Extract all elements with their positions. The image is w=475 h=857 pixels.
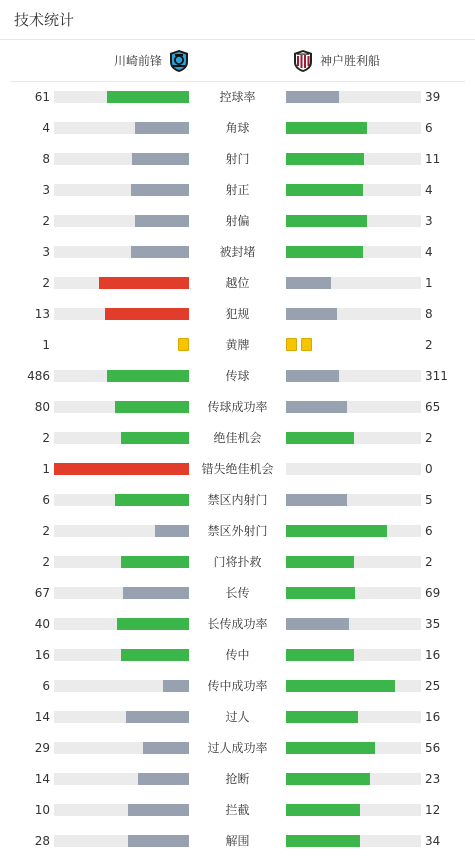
away-stat-value: 16 [425,648,441,662]
away-stat-value: 11 [425,152,441,166]
away-stat-bar-track [286,649,421,661]
home-stat-value: 40 [34,617,50,631]
away-stat-value: 56 [425,741,441,755]
away-stat-value: 4 [425,183,433,197]
home-team[interactable] [114,49,190,73]
home-stat-value: 3 [42,245,50,259]
home-stat-value: 8 [42,152,50,166]
home-stat-bar-track [54,804,189,816]
away-stat-value: 3 [425,214,433,228]
home-stat-value: 80 [34,400,50,414]
home-stat-bar-fill [135,122,189,134]
home-stat-value: 4 [42,121,50,135]
away-stat-value: 5 [425,493,433,507]
home-stat-bar-track [54,91,189,103]
stat-row [0,578,475,609]
home-stat-bar-fill [138,773,189,785]
stat-row [0,206,475,237]
away-stat-bar-fill [286,153,364,165]
away-stat-bar-fill [286,246,363,258]
away-stat-value: 12 [425,803,441,817]
stat-row [0,671,475,702]
home-stat-value: 16 [34,648,50,662]
away-stat-bar-fill [286,804,360,816]
home-stat-bar-track [54,556,189,568]
kawasaki-frontale-crest-icon [168,49,190,73]
away-stat-bar-fill [286,370,339,382]
away-stat-bar-fill [286,122,367,134]
away-stat-bar-fill [286,401,347,413]
stat-row [0,237,475,268]
stat-row [0,423,475,454]
away-stat-bar-track [286,122,421,134]
away-stat-bar-track [286,680,421,692]
stat-row [0,144,475,175]
home-stat-bar-fill [115,494,189,506]
stat-row [0,547,475,578]
home-stat-value: 2 [42,555,50,569]
away-stat-value: 16 [425,710,441,724]
teams-header [0,41,475,82]
stat-label: 控球率 [219,90,256,104]
away-stat-value: 311 [425,369,448,383]
away-team-name: 神户胜利船 [320,54,381,68]
stat-row [0,268,475,299]
home-stat-bar-track [54,587,189,599]
away-stat-value: 35 [425,617,441,631]
stat-label: 长传 [225,586,250,600]
home-stat-bar-fill [107,91,189,103]
away-yellow-cards [286,338,312,351]
home-stat-value: 67 [34,586,50,600]
away-stat-bar-track [286,711,421,723]
away-stat-value: 6 [425,524,433,538]
home-stat-bar-track [54,122,189,134]
away-stat-value: 23 [425,772,441,786]
stat-row [0,795,475,826]
stat-label: 被封堵 [219,245,256,259]
home-stat-bar-track [54,277,189,289]
stat-label: 传中 [225,648,250,662]
home-stat-value: 14 [34,772,50,786]
stat-label: 角球 [225,121,250,135]
home-stat-bar-fill [54,463,189,475]
stats-list [0,82,475,857]
home-stat-bar-track [54,308,189,320]
stat-label: 传球 [225,369,250,383]
yellow-card-icon [301,338,312,351]
stat-label: 传中成功率 [207,679,268,693]
home-stat-value: 6 [42,679,50,693]
home-stat-value: 61 [34,90,50,104]
home-stat-value: 2 [42,524,50,538]
away-stat-value: 6 [425,121,433,135]
away-stat-bar-fill [286,773,370,785]
home-stat-bar-fill [117,618,189,630]
stat-label: 长传成功率 [207,617,268,631]
away-stat-value: 2 [425,431,433,445]
home-stat-bar-fill [155,525,189,537]
away-stat-value: 4 [425,245,433,259]
vissel-kobe-crest-icon [292,49,314,73]
stat-label: 禁区外射门 [207,524,268,538]
stat-row [0,361,475,392]
home-stat-value: 3 [42,183,50,197]
stat-label: 禁区内射门 [207,493,268,507]
stat-row [0,175,475,206]
stat-row [0,113,475,144]
home-stat-bar-track [54,618,189,630]
home-stat-bar-track [54,835,189,847]
stat-label: 射门 [225,152,250,166]
home-stat-bar-fill [121,649,189,661]
away-stat-bar-fill [286,91,339,103]
stat-label: 过人 [225,710,250,724]
stat-label: 黄牌 [225,338,250,352]
away-stat-bar-track [286,804,421,816]
stat-row [0,826,475,857]
home-stat-bar-track [54,463,189,475]
stat-label: 绝佳机会 [213,431,262,445]
home-stat-value: 13 [34,307,50,321]
home-stat-bar-fill [121,432,189,444]
stat-row [0,764,475,795]
away-stat-bar-fill [286,277,331,289]
home-stat-bar-fill [143,742,189,754]
home-stat-bar-track [54,494,189,506]
away-stat-bar-track [286,742,421,754]
away-stat-bar-fill [286,835,360,847]
stat-label: 解围 [225,834,250,848]
home-stat-bar-track [54,370,189,382]
stat-label: 门将扑救 [213,555,262,569]
stat-label: 犯规 [225,307,250,321]
stat-label: 拦截 [225,803,250,817]
away-stat-value: 25 [425,679,441,693]
stat-row [0,516,475,547]
stat-row [0,454,475,485]
away-stat-bar-track [286,835,421,847]
home-stat-value: 10 [34,803,50,817]
home-stat-value: 2 [42,276,50,290]
away-stat-bar-track [286,494,421,506]
home-stat-value: 1 [42,462,50,476]
home-stat-bar-fill [123,587,189,599]
away-stat-bar-track [286,556,421,568]
home-stat-bar-fill [128,835,189,847]
away-stat-bar-track [286,401,421,413]
away-stat-bar-track [286,308,421,320]
home-stat-bar-track [54,649,189,661]
away-stat-value: 8 [425,307,433,321]
stat-label: 射正 [225,183,250,197]
stat-row [0,640,475,671]
home-yellow-cards [178,338,189,351]
home-stat-bar-fill [115,401,189,413]
away-stat-value: 39 [425,90,441,104]
stat-row [0,733,475,764]
stat-label: 射偏 [225,214,250,228]
stat-label: 过人成功率 [207,741,268,755]
away-stat-bar-track [286,432,421,444]
home-stat-bar-track [54,401,189,413]
away-stat-bar-fill [286,215,367,227]
stat-label: 抢断 [225,772,250,786]
stat-label: 错失绝佳机会 [201,462,274,476]
home-stat-value: 6 [42,493,50,507]
away-stat-bar-track [286,463,421,475]
stats-section-header [0,0,475,40]
home-stat-bar-fill [131,246,189,258]
home-stat-bar-fill [105,308,189,320]
home-stat-bar-track [54,184,189,196]
away-stat-value: 34 [425,834,441,848]
away-stat-bar-track [286,153,421,165]
away-stat-bar-fill [286,556,354,568]
away-stat-bar-fill [286,308,337,320]
away-stat-bar-fill [286,649,354,661]
home-stat-bar-fill [131,184,189,196]
home-stat-bar-fill [135,215,189,227]
stat-label: 传球成功率 [207,400,268,414]
stat-row [0,609,475,640]
away-stat-bar-track [286,618,421,630]
away-stat-value: 0 [425,462,433,476]
away-stat-bar-fill [286,184,363,196]
stat-row [0,392,475,423]
away-stat-bar-fill [286,525,387,537]
away-stat-bar-track [286,277,421,289]
away-team[interactable] [292,49,380,73]
away-stat-bar-track [286,587,421,599]
stat-row [0,485,475,516]
home-stat-bar-fill [163,680,189,692]
away-stat-value: 69 [425,586,441,600]
home-stat-bar-track [54,773,189,785]
away-stat-bar-track [286,215,421,227]
home-stat-value: 2 [42,431,50,445]
home-stat-value: 28 [34,834,50,848]
stat-label: 越位 [225,276,250,290]
home-stat-bar-fill [128,804,189,816]
home-stat-bar-fill [107,370,189,382]
away-stat-bar-track [286,91,421,103]
home-stat-bar-track [54,215,189,227]
away-stat-value: 65 [425,400,441,414]
home-stat-value: 486 [27,369,50,383]
home-stat-bar-fill [121,556,189,568]
home-team-name: 川崎前锋 [113,54,162,68]
yellow-card-icon [286,338,297,351]
home-stat-bar-track [54,525,189,537]
stat-row [0,299,475,330]
stat-row [0,702,475,733]
away-stat-bar-track [286,773,421,785]
away-stat-value: 1 [425,276,433,290]
away-stat-bar-fill [286,432,354,444]
home-stat-bar-fill [99,277,189,289]
home-stat-bar-track [54,680,189,692]
yellow-card-icon [178,338,189,351]
home-stat-bar-track [54,711,189,723]
home-stat-bar-fill [126,711,189,723]
home-stat-value: 2 [42,214,50,228]
away-stat-bar-fill [286,494,347,506]
away-stat-bar-fill [286,742,375,754]
away-stat-bar-fill [286,680,395,692]
home-stat-bar-track [54,153,189,165]
home-stat-bar-track [54,246,189,258]
away-stat-bar-track [286,525,421,537]
away-stat-bar-track [286,370,421,382]
section-title: 技术统计 [14,11,75,29]
away-stat-value: 2 [425,555,433,569]
home-stat-bar-track [54,742,189,754]
home-stat-value: 1 [42,338,50,352]
home-stat-bar-track [54,432,189,444]
away-stat-bar-track [286,184,421,196]
home-stat-bar-fill [132,153,189,165]
away-stat-bar-track [286,246,421,258]
home-stat-value: 29 [34,741,50,755]
away-stat-value: 2 [425,338,433,352]
stat-row [0,330,475,361]
home-stat-value: 14 [34,710,50,724]
away-stat-bar-fill [286,587,355,599]
away-stat-bar-fill [286,618,349,630]
away-stat-bar-fill [286,711,358,723]
stat-row [0,82,475,113]
